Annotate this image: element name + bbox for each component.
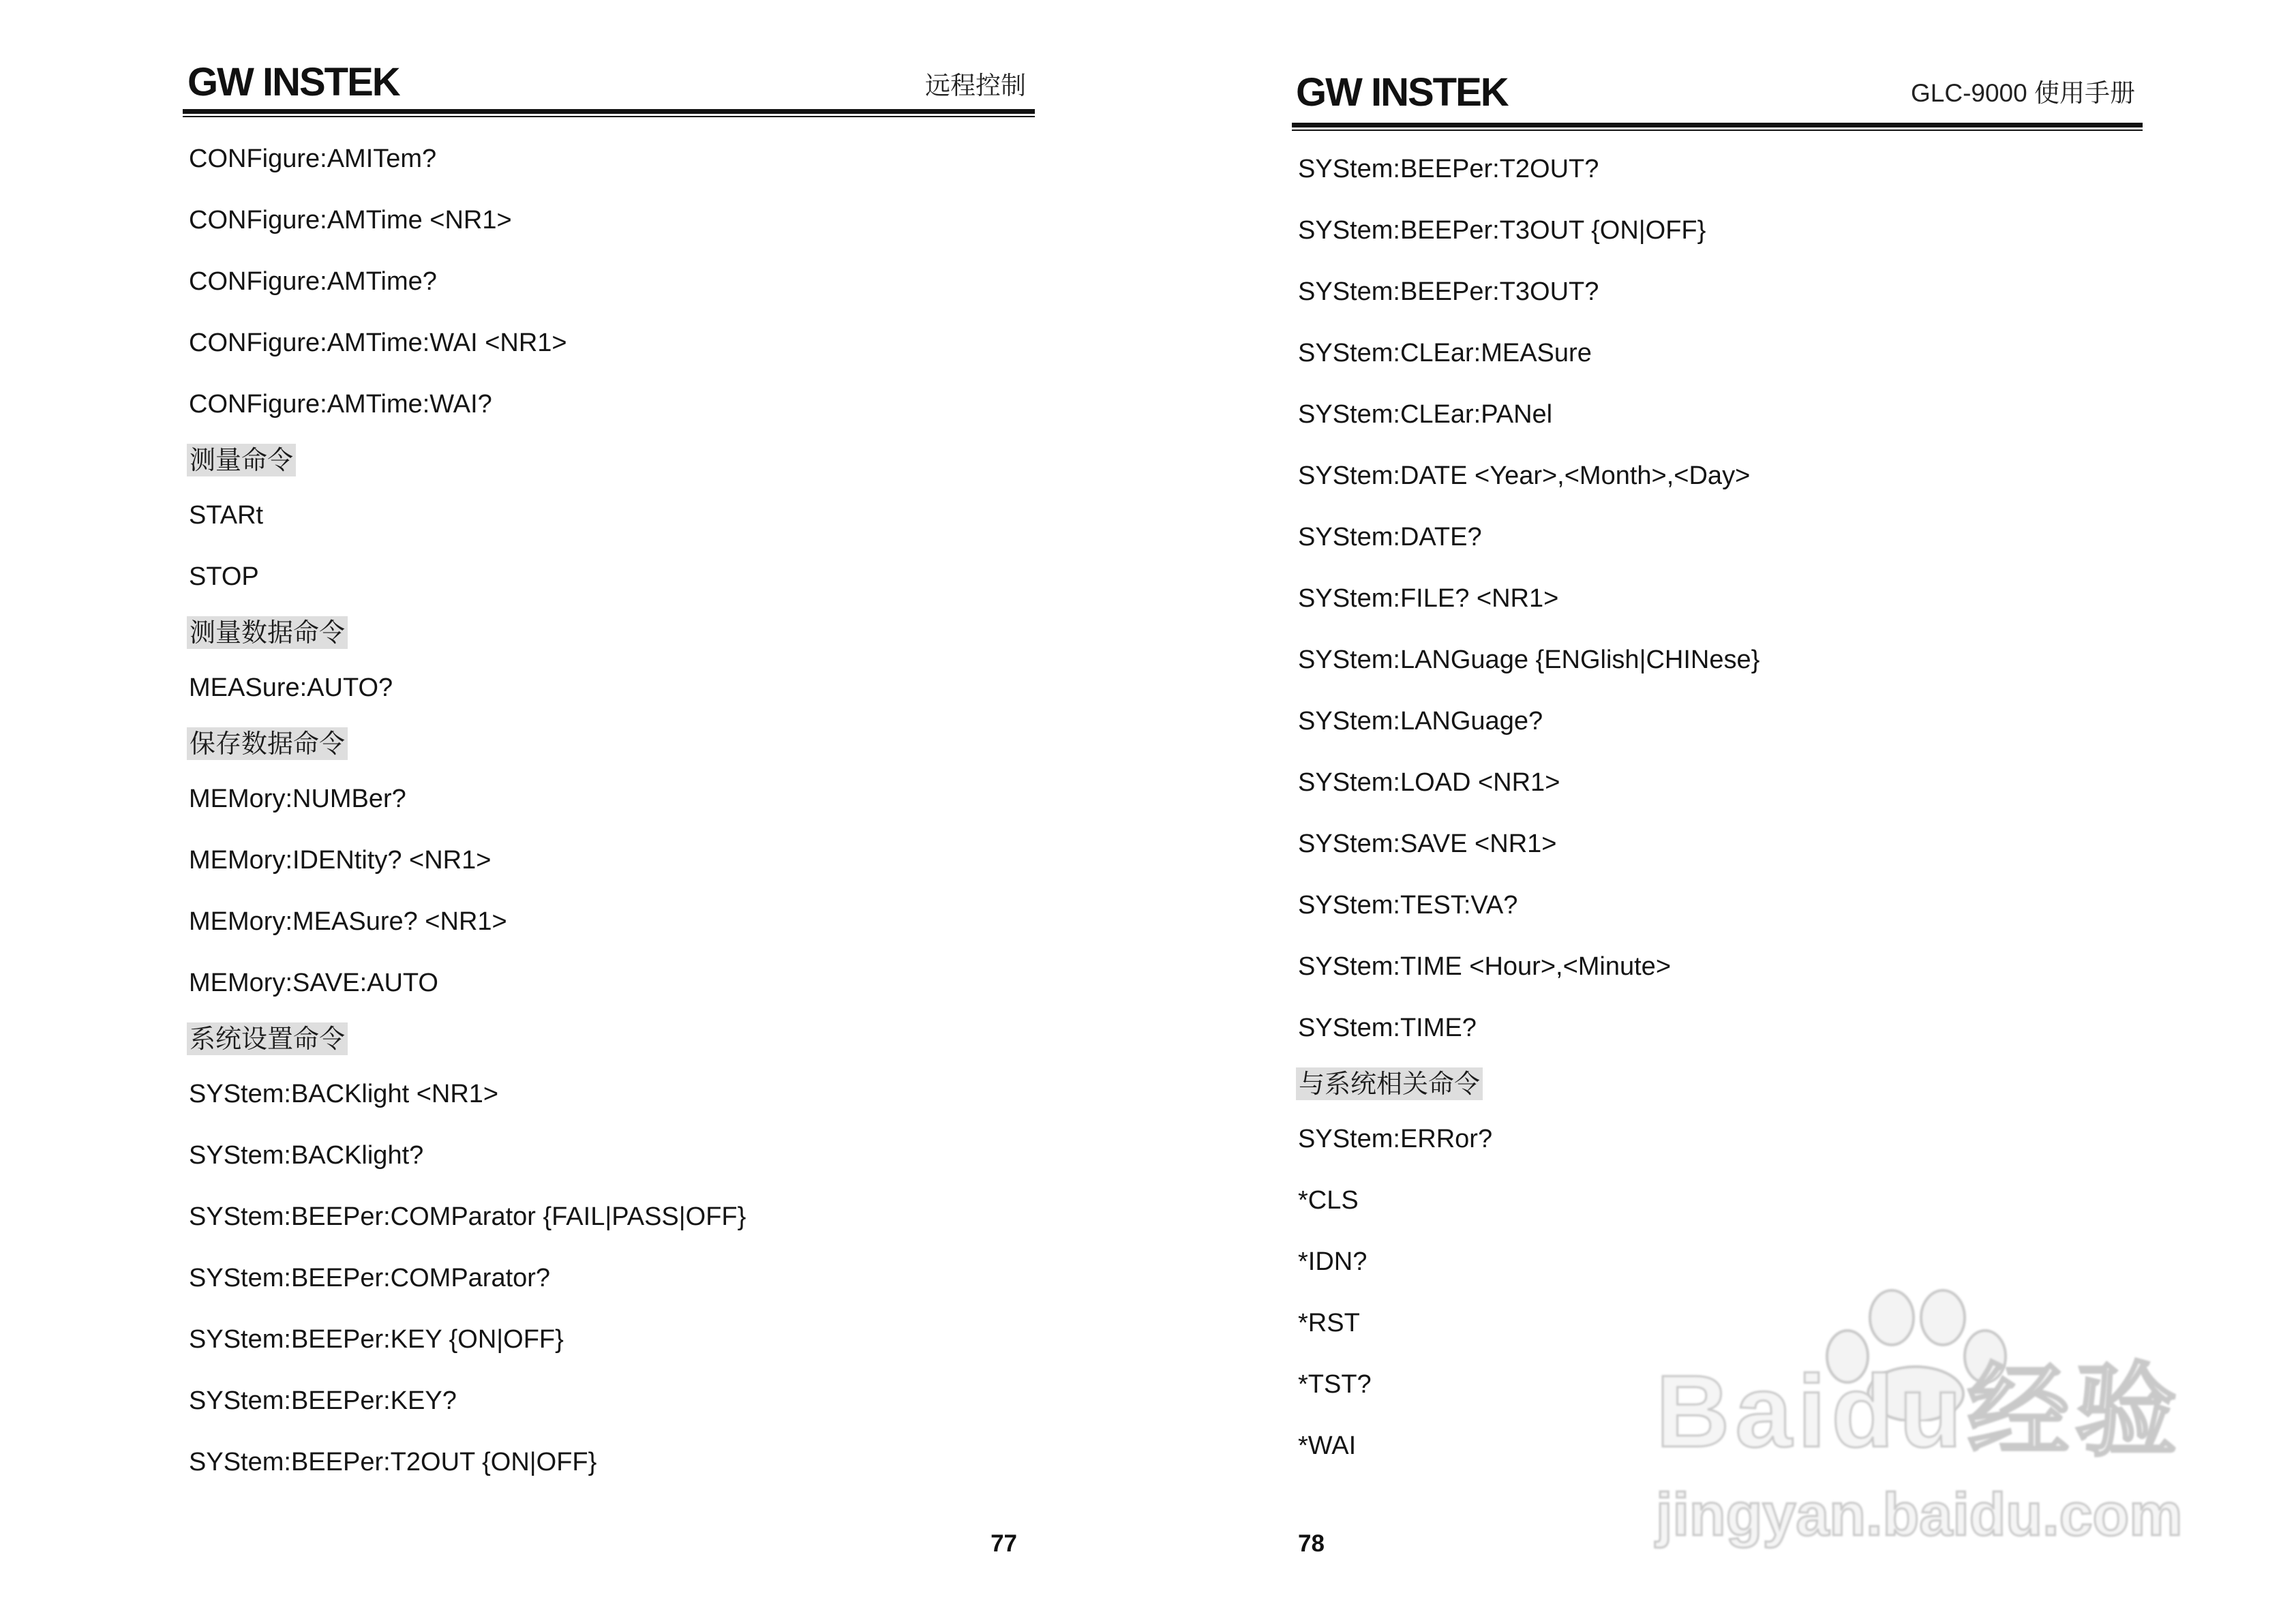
command-line: CONFigure:AMTime:WAI <NR1> — [189, 329, 567, 357]
command-line: SYStem:LANGuage {ENGlish|CHINese} — [1298, 646, 1760, 674]
watermark-brand — [1656, 1356, 2183, 1466]
command-line: SYStem:BEEPer:T2OUT? — [1298, 155, 1599, 183]
command-line: MEMory:IDENtity? <NR1> — [189, 846, 492, 875]
header-rule — [183, 109, 1035, 117]
command-line: CONFigure:AMTime? — [189, 267, 437, 296]
command-line: SYStem:LOAD <NR1> — [1298, 768, 1560, 797]
command-line: CONFigure:AMTime:WAI? — [189, 390, 492, 419]
section-heading — [1298, 1059, 1759, 1108]
command-line: SYStem:BEEPer:KEY? — [189, 1386, 457, 1415]
command-line: CONFigure:AMTime <NR1> — [189, 206, 512, 234]
section-heading — [189, 1014, 746, 1063]
command-list — [1298, 138, 1759, 1476]
command-line: SYStem:DATE? — [1298, 523, 1482, 551]
watermark-brand-latin: Baidu — [1656, 1354, 1967, 1468]
command-line: *CLS — [1298, 1186, 1359, 1215]
command-line: SYStem:BEEPer:COMParator {FAIL|PASS|OFF} — [189, 1202, 746, 1231]
section-heading-label: 系统设置命令 — [187, 1022, 348, 1055]
header-title: 远程控制 — [925, 72, 1026, 100]
command-line: MEMory:MEASure? <NR1> — [189, 907, 507, 936]
command-line: *IDN? — [1298, 1247, 1368, 1276]
command-line: MEMory:NUMBer? — [189, 785, 406, 813]
command-line: SYStem:BEEPer:T3OUT? — [1298, 277, 1599, 306]
command-line: SYStem:BEEPer:T3OUT {ON|OFF} — [1298, 216, 1706, 245]
command-line: MEASure:AUTO? — [189, 673, 393, 702]
watermark-brand-cn: 经验 — [1967, 1354, 2183, 1468]
command-line: SYStem:BEEPer:KEY {ON|OFF} — [189, 1325, 564, 1354]
command-line: SYStem:TEST:VA? — [1298, 891, 1518, 920]
command-line: SYStem:BACKlight <NR1> — [189, 1080, 499, 1108]
section-heading-label: 与系统相关命令 — [1296, 1067, 1483, 1100]
command-line: SYStem:LANGuage? — [1298, 707, 1543, 735]
command-line: CONFigure:AMITem? — [189, 145, 437, 173]
command-line: STARt — [189, 501, 264, 530]
command-line: SYStem:CLEar:MEASure — [1298, 339, 1592, 367]
command-line: SYStem:CLEar:PANel — [1298, 400, 1553, 429]
command-line: SYStem:TIME <Hour>,<Minute> — [1298, 952, 1672, 981]
command-line: SYStem:BEEPer:T2OUT {ON|OFF} — [189, 1448, 597, 1476]
section-heading — [189, 718, 746, 768]
brand-logo: GW INSTEK — [187, 60, 399, 104]
section-heading — [189, 607, 746, 657]
command-line: *WAI — [1298, 1431, 1357, 1460]
command-line: SYStem:DATE <Year>,<Month>,<Day> — [1298, 461, 1751, 490]
command-line: MEMory:SAVE:AUTO — [189, 969, 438, 997]
command-line: SYStem:BEEPer:COMParator? — [189, 1264, 551, 1292]
page-number: 78 — [1298, 1530, 1325, 1557]
command-list — [189, 128, 746, 1493]
brand-logo: GW INSTEK — [1296, 70, 1508, 115]
header-rule — [1292, 123, 2143, 131]
section-heading — [189, 435, 746, 485]
page-number: 77 — [991, 1530, 1017, 1557]
command-line: STOP — [189, 562, 259, 591]
section-heading-label: 测量命令 — [187, 444, 296, 476]
command-line: SYStem:FILE? <NR1> — [1298, 584, 1559, 613]
command-line: SYStem:SAVE <NR1> — [1298, 830, 1557, 858]
header-title: GLC-9000 使用手册 — [1911, 79, 2135, 107]
command-line: *RST — [1298, 1309, 1360, 1337]
watermark-url: jingyan.baidu.com — [1656, 1481, 2183, 1548]
section-heading-label: 保存数据命令 — [187, 727, 348, 760]
command-line: SYStem:BACKlight? — [189, 1141, 424, 1170]
section-heading-label: 测量数据命令 — [187, 616, 348, 649]
command-line: *TST? — [1298, 1370, 1372, 1399]
command-line: SYStem:ERRor? — [1298, 1125, 1493, 1153]
command-line: SYStem:TIME? — [1298, 1014, 1477, 1042]
